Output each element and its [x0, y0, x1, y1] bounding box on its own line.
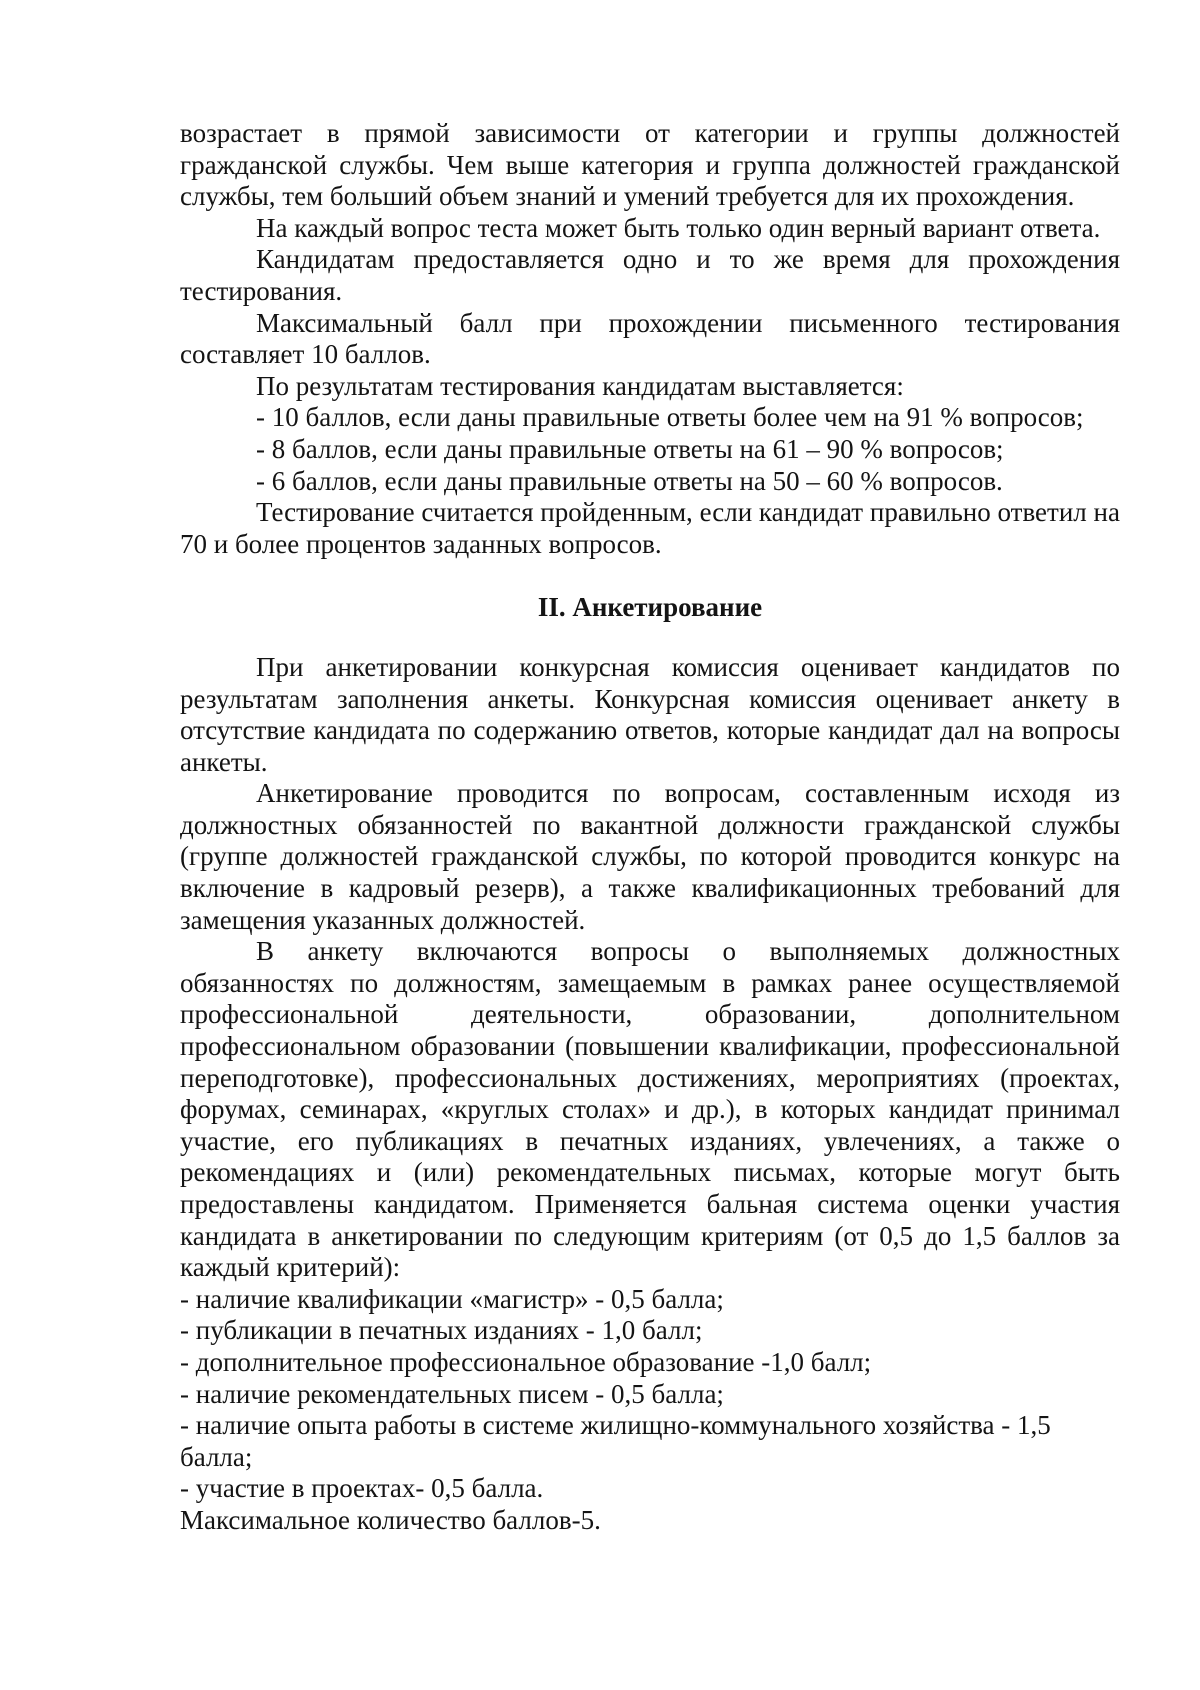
section-heading: II. Анкетирование [537, 592, 763, 623]
criterion-item: - участие в проектах- 0,5 балла. [180, 1473, 544, 1504]
criterion-item: - публикации в печатных изданиях - 1,0 балл; [180, 1315, 703, 1346]
paragraph-max-score: Максимальный балл при прохождении письменного тестирования составляет 10 баллов. [180, 307, 1120, 370]
criterion-item: - наличие квалификации «магистр» - 0,5 балла; [180, 1283, 724, 1314]
paragraph-passed: Тестирование считается пройденным, если кандидат правильно ответил на 70 и более процентов заданных вопросов. [180, 497, 1120, 559]
score-item: - 10 баллов, если даны правильные ответы более чем на 91 % вопросов; [256, 402, 1084, 433]
paragraph-questionnaire-intro: При анкетировании конкурсная комиссия оценивает кандидатов по результатам заполнения анкеты. Конкурсная комиссия оценивает анкету в отсутствие кандидата по содержанию ответов, которые кандидат дал на вопросы анкеты. [180, 651, 1120, 777]
paragraph-questionnaire-content: В анкету включаются вопросы о выполняемых должностных обязанностях по должностям, замещаемым в рамках ранее осуществляемой профессиональной деятельности, образовании, дополнительном профессиональном образовании (повышении квалификации, профессиональной переподготовке), профессиональных достижениях, мероприятиях (проектах, форумах, семинарах, «круглых столах» и др.), в которых кандидат принимал участие, его публикациях в печатных изданиях, увлечениях, а также о рекомендациях и (или) рекомендательных письмах, которые могут быть предоставлены кандидатом. Применяется бальная система оценки участия кандидата в анкетировании по следующим критериям (от 0,5 до 1,5 баллов за каждый критерий): [180, 936, 1120, 1283]
score-item: - 6 баллов, если даны правильные ответы на 50 – 60 % вопросов. [256, 465, 1003, 496]
document-page [180, 118, 1120, 1537]
criterion-item: - наличие опыта работы в системе жилищно-коммунального хозяйства - 1,5 балла; [180, 1410, 1051, 1472]
paragraph-single-answer: На каждый вопрос теста может быть только один верный вариант ответа. [256, 212, 1101, 243]
paragraph-continuation: возрастает в прямой зависимости от категории и группы должностей гражданской службы. Чем выше категория и группа должностей гражданской службы, тем больший объем знаний и умений требуется для их прохождения. [180, 118, 1120, 212]
score-item: - 8 баллов, если даны правильные ответы на 61 – 90 % вопросов; [256, 433, 1004, 464]
paragraph-results-intro: По результатам тестирования кандидатам выставляется: [256, 370, 904, 401]
criterion-item: - наличие рекомендательных писем - 0,5 балла; [180, 1378, 724, 1409]
total-score: Максимальное количество баллов-5. [180, 1504, 601, 1535]
paragraph-same-time: Кандидатам предоставляется одно и то же время для прохождения тестирования. [180, 244, 1120, 306]
criterion-item: - дополнительное профессиональное образование -1,0 балл; [180, 1346, 872, 1377]
paragraph-questionnaire-basis: Анкетирование проводится по вопросам, составленным исходя из должностных обязанностей по вакантной должности гражданской службы (группе должностей гражданской службы, по которой проводится конкурс на включение в кадровый резерв), а также квалификационных требований для замещения указанных должностей. [180, 778, 1120, 935]
